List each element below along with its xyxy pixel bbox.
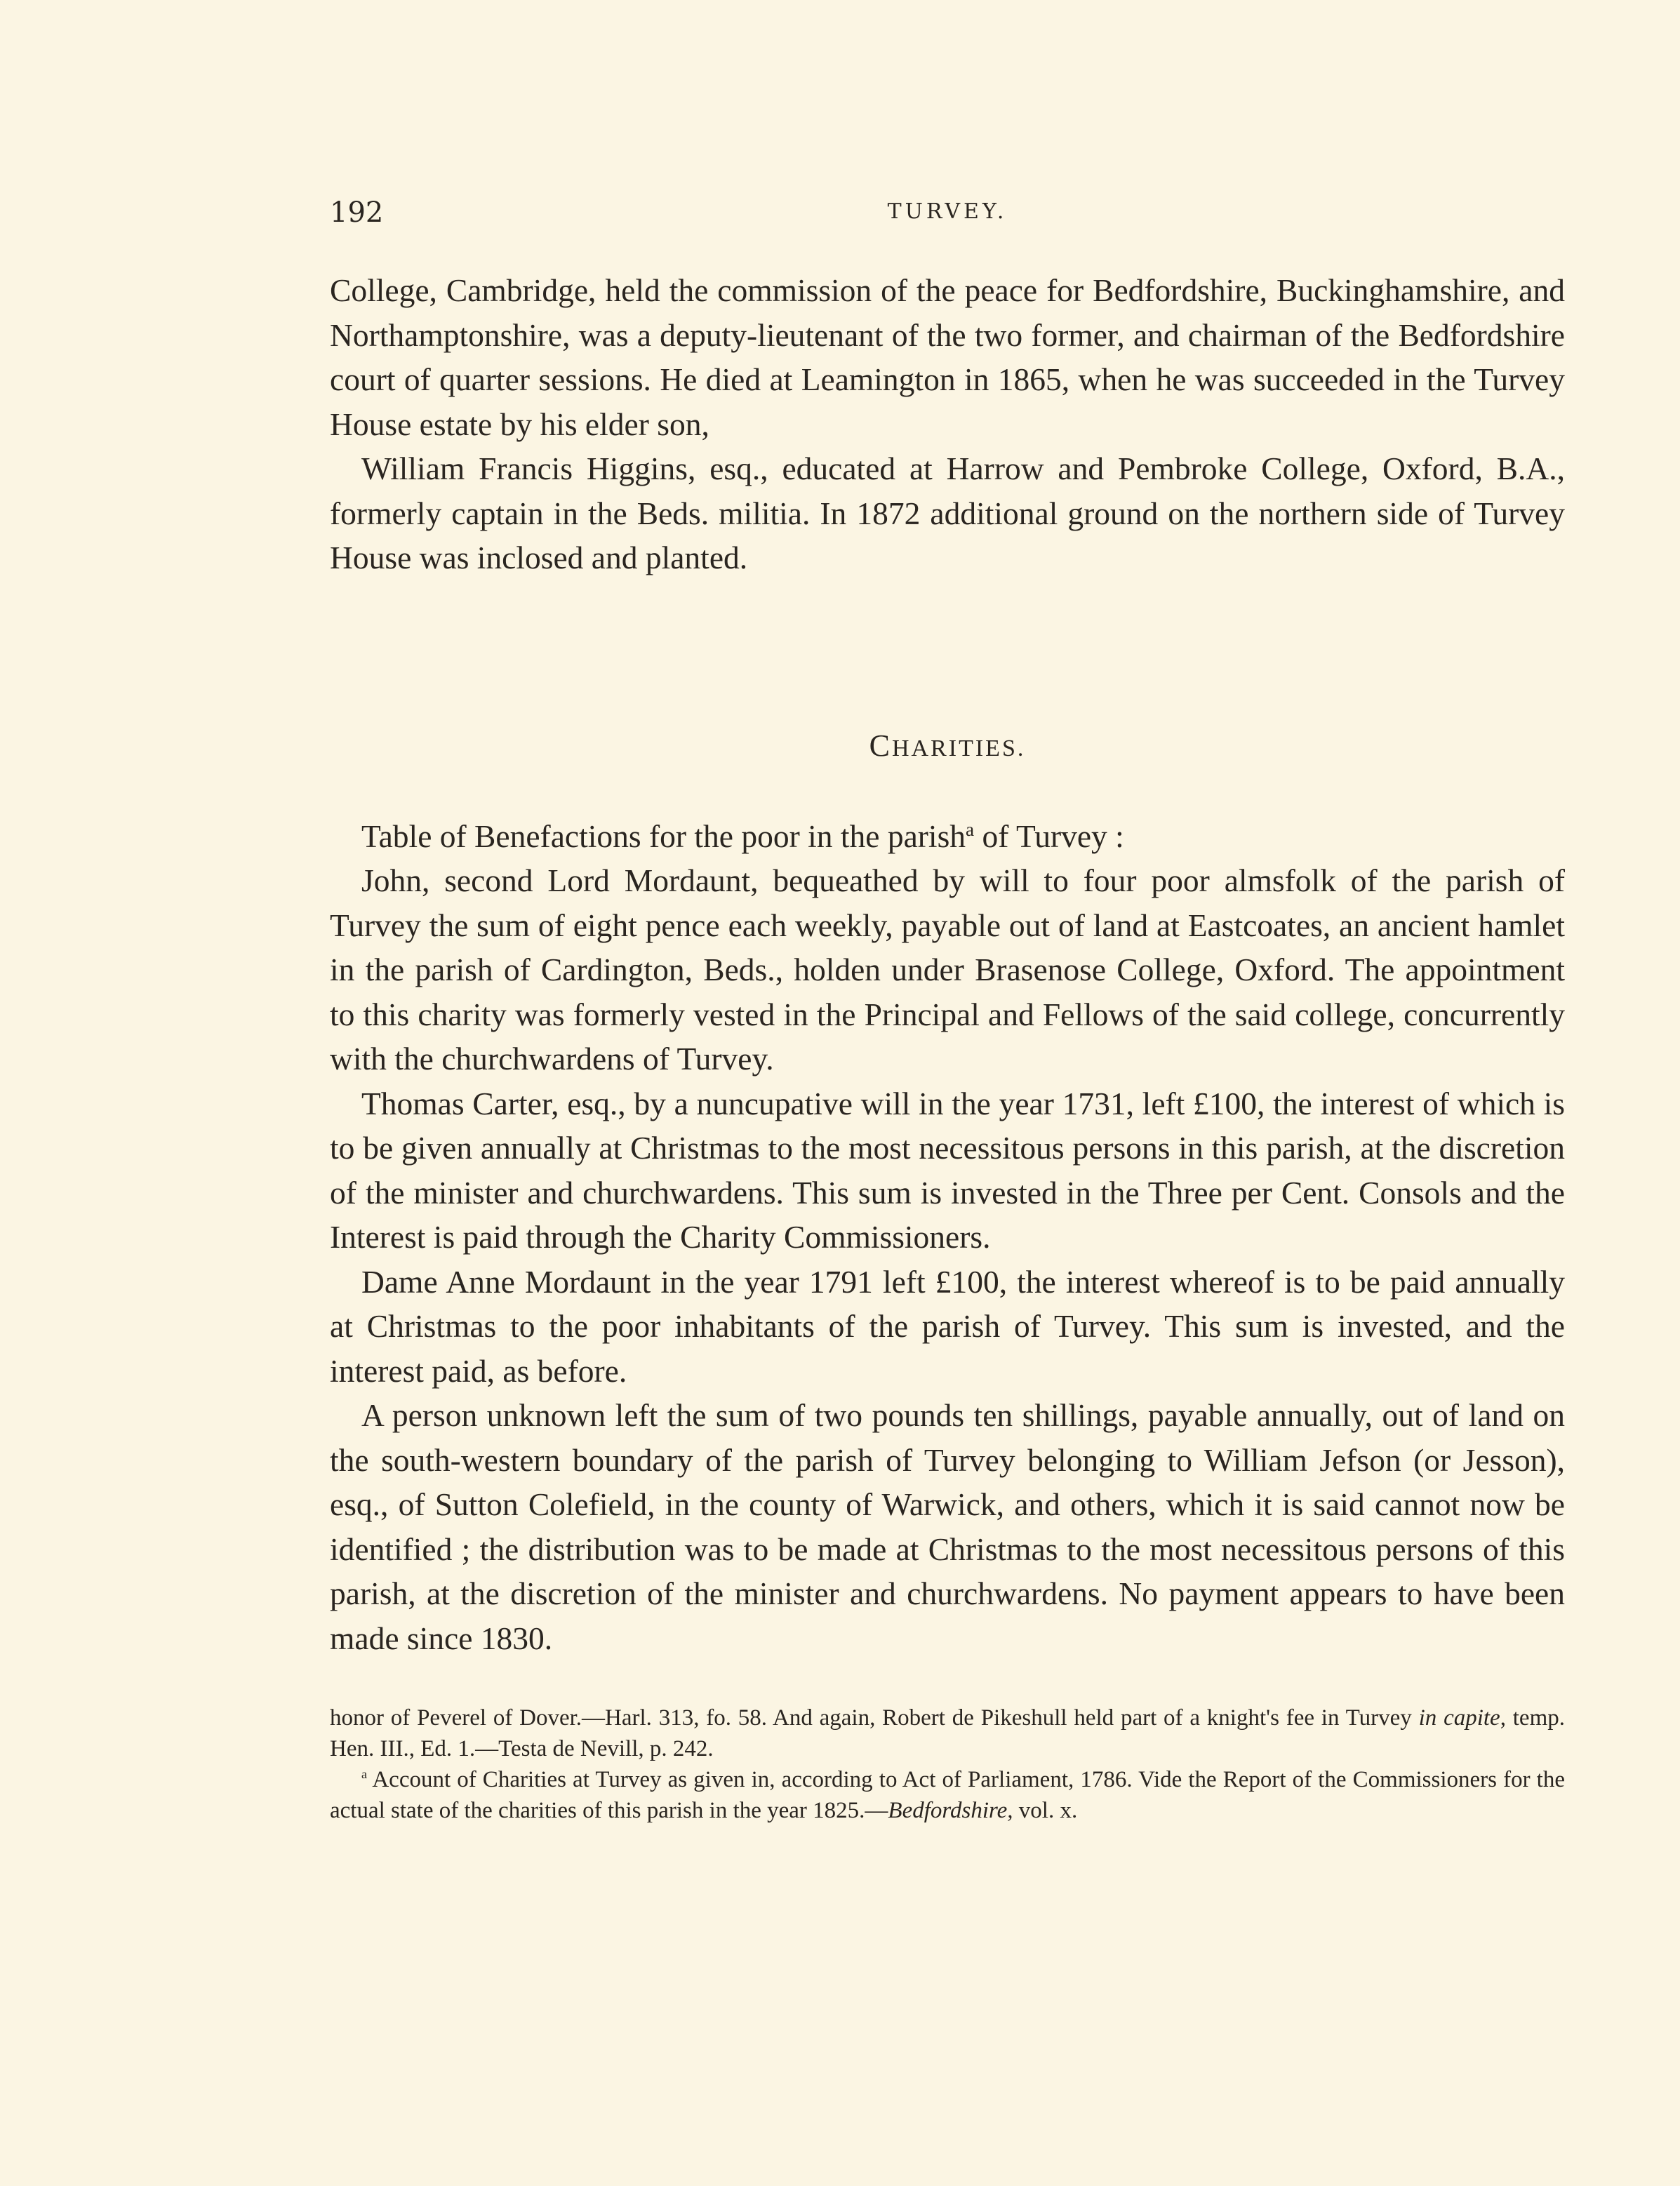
heading-initial: C <box>869 728 892 763</box>
heading-rest: HARITIES. <box>891 735 1026 761</box>
table-intro-text: Table of Benefactions for the poor in the parish <box>361 818 966 854</box>
footnote-italic: in capite <box>1418 1705 1500 1731</box>
footnote-text-tail: , temp. Hen. III., Ed. 1.—Testa de Nevill, p. 242. <box>330 1705 1566 1761</box>
footnote-italic: Bedfordshire, <box>888 1798 1013 1823</box>
footnote-a <box>330 1764 1565 1826</box>
paragraph-person-unknown: A person unknown left the sum of two pounds ten shillings, payable annually, out of land on the south-western boundary of the parish of Turvey belonging to William Jefson (or Jesson), esq., of Sutton Colefield, in the county of Warwick, and others, which it is said cannot now be identified ; the distribution was to be made at Christmas to the most necessitous persons of this parish, at the discretion of the minister and churchwardens. No payment appears to have been made since 1830. <box>330 1397 1565 1656</box>
paragraph-william-higgins: William Francis Higgins, esq., educated at Harrow and Pembroke College, Oxford, B.A., formerly captain in the Beds. militia. In 1872 additional ground on the northern side of Turvey House was inclosed and planted. <box>330 451 1565 575</box>
charities-section <box>330 814 1565 1661</box>
footnote-text: Account of Charities at Turvey as given in, according to Act of Parliament, 1786. Vide the Report of the Commissioners for the actual state of the charities of this parish in the year 1825.— <box>330 1767 1565 1823</box>
page-number: 192 <box>330 196 384 229</box>
footnote-text: honor of Peverel of Dover.—Harl. 313, fo. 58. And again, Robert de Pikeshull held part of a knight's fee in Turvey <box>330 1705 1419 1731</box>
footnote-reference: a <box>966 818 975 840</box>
section-heading-charities <box>330 728 1565 764</box>
intro-section <box>330 268 1565 580</box>
paragraph-lord-mordaunt: John, second Lord Mordaunt, bequeathed by will to four poor almsfolk of the parish of Turvey the sum of eight pence each weekly, payable out of land at Eastcoates, an ancient hamlet in the parish of Cardington, Beds., holden under Brasenose College, Oxford. The appointment to this charity was formerly vested in the Principal and Fellows of the said college, concurrently with the churchwardens of Turvey. <box>330 862 1565 1077</box>
footnote-text-tail: vol. x. <box>1013 1798 1078 1823</box>
book-page <box>330 196 1565 1826</box>
footnotes <box>330 1702 1565 1826</box>
running-head <box>330 196 1565 239</box>
paragraph-table-intro <box>330 814 1565 859</box>
table-intro-tail: of Turvey : <box>974 818 1124 854</box>
paragraph-higgins-father: College, Cambridge, held the commission of the peace for Bedfordshire, Buckinghamshire, and Northamptonshire, was a deputy-lieutenant of the two former, and chairman of the Bedfordshire court of quarter sessions. He died at Leamington in 1865, when he was succeeded in the Turvey House estate by his elder son, <box>330 272 1565 442</box>
footnote-continued <box>330 1702 1565 1764</box>
paragraph-dame-anne: Dame Anne Mordaunt in the year 1791 left £100, the interest whereof is to be paid annually at Christmas to the poor inhabitants of the parish of Turvey. This sum is invested, and the interest paid, as before. <box>330 1263 1565 1389</box>
footnote-marker: a <box>361 1767 368 1781</box>
running-title: TURVEY. <box>887 199 1008 224</box>
paragraph-thomas-carter: Thomas Carter, esq., by a nuncupative will in the year 1731, left £100, the interest of which is to be given annually at Christmas to the most necessitous persons in this parish, at the discretion of the minister and churchwardens. This sum is invested in the Three per Cent. Consols and the Interest is paid through the Charity Commissioners. <box>330 1085 1565 1255</box>
